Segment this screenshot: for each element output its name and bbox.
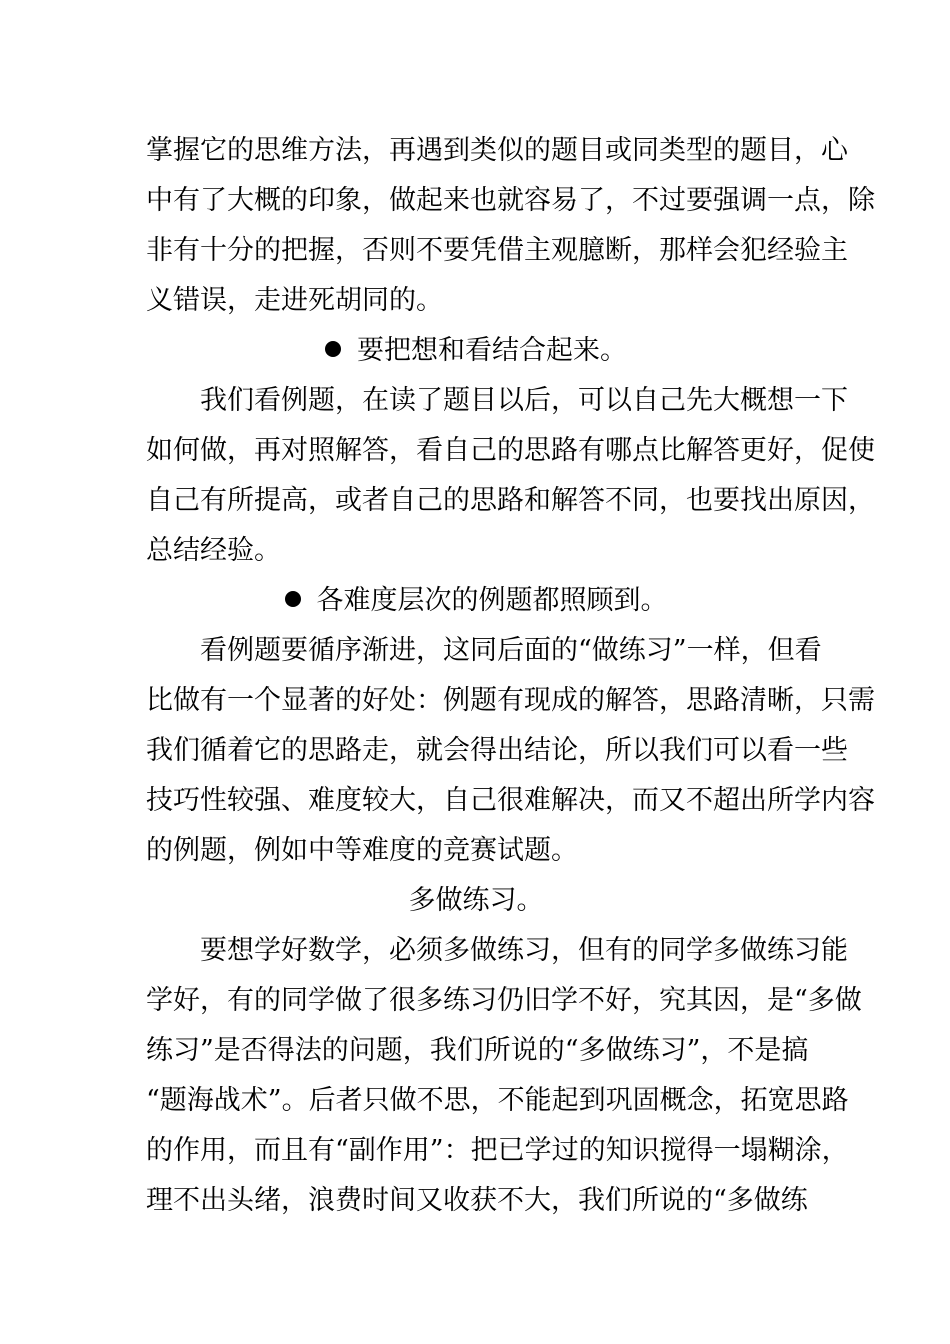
text-line: 练习”是否得法的问题，我们所说的“多做练习”，不是搞 bbox=[146, 1035, 809, 1066]
section-heading-3 bbox=[146, 876, 806, 926]
paragraph-2 bbox=[146, 376, 875, 576]
text-line: 掌握它的思维方法，再遇到类似的题目或同类型的题目，心 bbox=[146, 135, 848, 166]
text-line: 理不出头绪，浪费时间又收获不大，我们所说的“多做练 bbox=[146, 1185, 808, 1216]
text-line: 义错误，走进死胡同的。 bbox=[146, 285, 443, 316]
section-heading-2 bbox=[146, 576, 806, 626]
paragraph-3 bbox=[146, 626, 875, 876]
text-line: 非有十分的把握，否则不要凭借主观臆断，那样会犯经验主 bbox=[146, 235, 848, 266]
text-line: 的例题，例如中等难度的竞赛试题。 bbox=[146, 835, 578, 866]
paragraph-4 bbox=[146, 926, 862, 1226]
text-line: 我们看例题，在读了题目以后，可以自己先大概想一下 bbox=[200, 385, 848, 416]
text-line: 如何做，再对照解答，看自己的思路有哪点比解答更好，促使 bbox=[146, 435, 875, 466]
document-page bbox=[146, 126, 875, 1226]
text-line: 技巧性较强、难度较大，自己很难解决，而又不超出所学内容 bbox=[146, 785, 875, 816]
heading-text: 多做练习。 bbox=[408, 885, 544, 916]
paragraph-1 bbox=[146, 126, 875, 326]
text-line: 看例题要循序渐进，这同后面的“做练习”一样，但看 bbox=[200, 635, 822, 666]
text-line: 我们循着它的思路走，就会得出结论，所以我们可以看一些 bbox=[146, 735, 848, 766]
text-line: 要想学好数学，必须多做练习，但有的同学多做练习能 bbox=[200, 935, 848, 966]
text-line: “题海战术”。后者只做不思，不能起到巩固概念，拓宽思路 bbox=[146, 1085, 849, 1116]
bullet-icon bbox=[285, 591, 301, 607]
heading-text: 各难度层次的例题都照顾到。 bbox=[316, 585, 668, 616]
bullet-icon bbox=[325, 341, 341, 357]
text-line: 中有了大概的印象，做起来也就容易了，不过要强调一点，除 bbox=[146, 185, 875, 216]
text-line: 的作用，而且有“副作用”：把已学过的知识搅得一塌糊涂， bbox=[146, 1135, 849, 1166]
heading-text: 要把想和看结合起来。 bbox=[357, 335, 627, 366]
text-line: 学好，有的同学做了很多练习仍旧学不好，究其因，是“多做 bbox=[146, 985, 862, 1016]
section-heading-1 bbox=[146, 326, 806, 376]
text-line: 自己有所提高，或者自己的思路和解答不同，也要找出原因， bbox=[146, 485, 875, 516]
text-line: 总结经验。 bbox=[146, 535, 281, 566]
text-line: 比做有一个显著的好处：例题有现成的解答，思路清晰，只需 bbox=[146, 685, 875, 716]
